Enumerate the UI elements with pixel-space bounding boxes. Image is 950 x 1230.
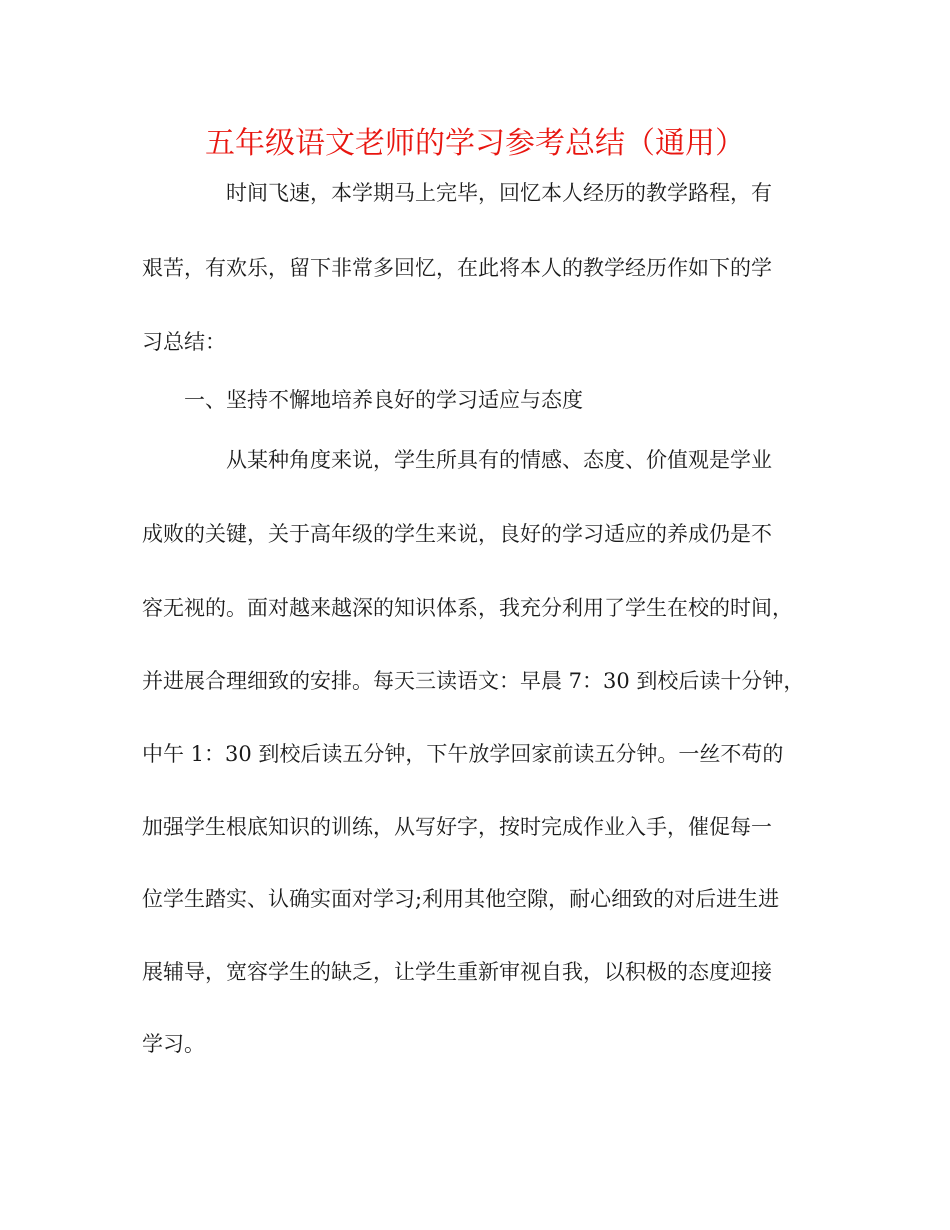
section-heading: 一、坚持不懈地培养良好的学习适应与态度 <box>184 388 583 412</box>
paragraph-line: 艰苦，有欢乐，留下非常多回忆，在此将本人的教学经历作如下的学 <box>142 256 772 280</box>
paragraph-line: 展辅导，宽容学生的缺乏，让学生重新审视自我，以积极的态度迎接 <box>142 960 772 984</box>
paragraph-line: 从某种角度来说，学生所具有的情感、态度、价值观是学业 <box>226 448 772 472</box>
paragraph-line: 并进展合理细致的安排。每天三读语文：早晨 7：30 到校后读十分钟， <box>142 669 805 693</box>
paragraph-line: 成败的关键，关于高年级的学生来说，良好的学习适应的养成仍是不 <box>142 522 772 546</box>
paragraph-line: 习总结： <box>142 330 226 354</box>
paragraph-line: 中午 1：30 到校后读五分钟，下午放学回家前读五分钟。一丝不苟的 <box>142 742 784 766</box>
document-title: 五年级语文老师的学习参考总结（通用） <box>205 126 745 161</box>
paragraph-line: 学习。 <box>142 1032 205 1056</box>
paragraph-line: 容无视的。面对越来越深的知识体系，我充分利用了学生在校的时间， <box>142 596 793 620</box>
paragraph-line: 位学生踏实、认确实面对学习;利用其他空隙，耐心细致的对后进生进 <box>142 887 780 911</box>
paragraph-line: 时间飞速，本学期马上完毕，回忆本人经历的教学路程，有 <box>226 181 772 205</box>
paragraph-line: 加强学生根底知识的训练，从写好字，按时完成作业入手，催促每一 <box>142 815 772 839</box>
